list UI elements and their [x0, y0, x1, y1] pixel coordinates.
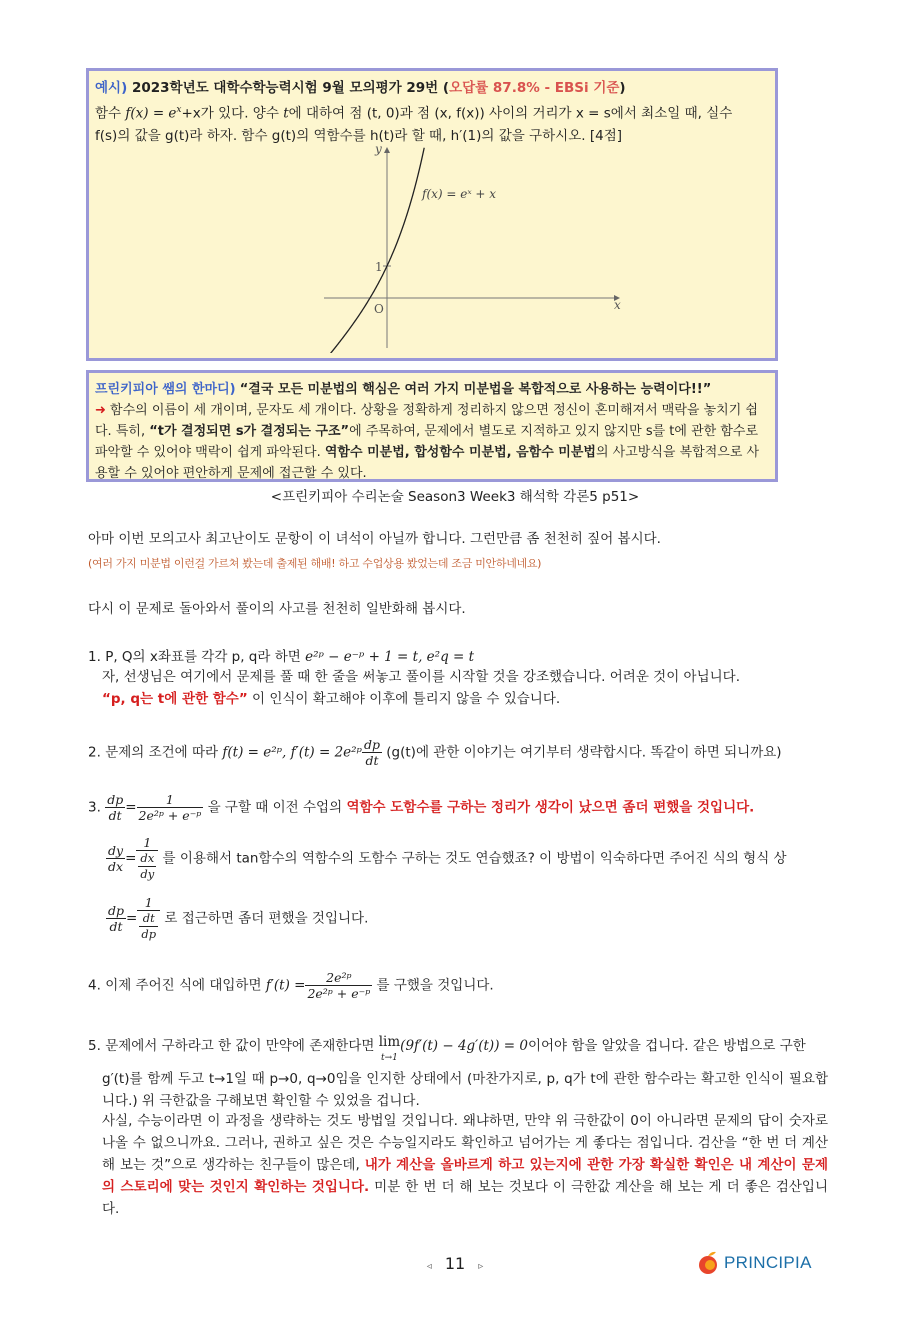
step3-lhs-den: dt	[108, 808, 122, 823]
step2-number: 2.	[88, 744, 101, 761]
step2-line	[88, 737, 828, 768]
step1-line	[88, 646, 828, 668]
example-meta-close: )	[619, 80, 626, 96]
step1-line2: 자, 선생님은 여기에서 문제를 풀 때 한 줄을 써놓고 풀이를 시작할 것을 강조했습니다. 어려운 것이 아닙니다.	[102, 669, 741, 685]
step3-dt: dt	[109, 919, 123, 934]
step3-number: 3.	[88, 799, 101, 816]
source-caption: <프린키피아 수리논술 Season3 Week3 해석학 각론5 p51>	[270, 489, 640, 505]
page-left-icon: ◃	[426, 1261, 432, 1272]
y-axis-label: y	[375, 143, 382, 156]
step2-fraction	[362, 737, 382, 768]
step5-para2-text: 사실, 수능이라면 이 과정을 생략하는 것도 방법일 것입니다. 왜냐하면, 만약 위 극한값이 0이 아니라면 문제의 답이 숫자로 나올 수 없으니까요. 그러나, 권하고 싶은 것은 수능일지라도 확인하고 넘어가는 게 좋다는 점입니다. 검산을 “한 번 더 계산해 보는 것”으로 생각하는 친구들이 많은데,	[102, 1113, 828, 1173]
comment-bold1: “t가 결정되면 s가 결정되는 구조”	[149, 424, 350, 439]
problem-text	[95, 99, 769, 125]
arrow-icon: ➜	[95, 403, 106, 418]
example-title: 2023학년도 대학수학능력시험 9월 모의평가 29번	[131, 80, 439, 96]
step2-frac-num: dp	[363, 737, 380, 752]
comment-bold2: 역함수 미분법, 합성함수 미분법, 음함수 미분법	[324, 445, 596, 460]
step4-note: 를 구했을 것입니다.	[376, 977, 494, 994]
step3-dydx	[106, 843, 125, 874]
principia-logo	[696, 1250, 812, 1276]
step5-line1	[88, 1035, 828, 1065]
logo-text: PRINCIPIA	[724, 1253, 812, 1272]
function-graph	[319, 143, 639, 353]
comment-header	[95, 379, 769, 400]
step3-inverse2	[137, 895, 160, 942]
step5-highlight: 내가 계산을 올바르게 하고 있는지에 관한 가장 확실한 확인은 내 계산이 문제의 스토리에 맞는 것인지 확인하는 것입니다.	[102, 1157, 828, 1195]
step4-number: 4.	[88, 977, 101, 994]
step3-lhs	[105, 792, 125, 823]
step4-frac-den: 2e²ᵖ + e⁻ᵖ	[307, 986, 371, 1001]
step3-rhs	[137, 792, 204, 823]
step5-para2-end: 미분 한 번 더 해 보는 것보다 이 극한값 계산을 해 보는 게 더 좋은 검산입니다.	[102, 1179, 828, 1217]
step3-highlight: 역함수 도함수를 구하는 정리가 생각이 났으면 좀더 편했을 것입니다.	[346, 799, 755, 816]
step5-number: 5.	[88, 1038, 101, 1054]
step3-inverse	[136, 835, 158, 882]
step2-text: 문제의 조건에 따라	[105, 744, 219, 761]
problem-text-a: 함수	[95, 105, 122, 122]
step4-frac-num: 2e²ᵖ	[305, 970, 372, 986]
step1-text: P, Q의 x좌표를 각각 p, q라 하면	[105, 649, 301, 665]
page-number-value: 11	[444, 1254, 466, 1273]
problem-t: t	[283, 105, 289, 122]
handwritten-note: (여러 가지 미분법 이런걸 가르쳐 봤는데 출제된 해배! 하고 수업상용 봤었는데 조금 미안하네네요)	[88, 557, 542, 570]
intro-line1: 아마 이번 모의고사 최고난이도 문항이 이 녀석이 아닐까 합니다. 그런만큼 좀 천천히 짚어 봅시다.	[88, 531, 661, 547]
step3-line2-text: 를 이용해서 tan함수의 역함수의 도함수 구하는 것도 연습했죠? 이 방법이 익숙하다면 주어진 식의 형식 상	[162, 850, 787, 867]
comment-quote: “결국 모든 미분법의 핵심은 여러 가지 미분법을 복합적으로 사용하는 능력이다!!”	[239, 382, 712, 397]
step1-number: 1.	[88, 649, 101, 665]
step3-inv2-num: 1	[137, 895, 160, 911]
step3-line3-text: 로 접근하면 좀더 편했을 것입니다.	[164, 910, 369, 927]
step2-eq2: f′(t) = 2e²ᵖ	[290, 744, 362, 761]
step1-highlight: “p, q는 t에 관한 함수”	[102, 691, 248, 707]
problem-text-c: 에 대하여 점 (t, 0)과 점 (x, f(x)) 사이의 거리가 x = s에서 최소일 때, 실수	[288, 105, 733, 122]
origin-label: O	[374, 302, 384, 316]
step5-text: 문제에서 구하라고 한 값이 만약에 존재한다면	[105, 1038, 375, 1054]
step3-inv-dx: dx	[140, 851, 155, 865]
step3-inv2-dp: dp	[141, 927, 157, 941]
step3-inv2-den	[137, 911, 160, 942]
step2-frac-den: dt	[365, 753, 379, 768]
example-box	[86, 68, 778, 361]
step4-fraction	[305, 970, 372, 1001]
step4-eq: f′(t) =	[265, 977, 306, 994]
step3-inv-den	[136, 851, 158, 882]
step3-rhs-num: 1	[137, 792, 204, 808]
step2-eq1: f(t) = e²ᵖ,	[222, 744, 287, 761]
apple-logo-icon	[696, 1250, 720, 1276]
step3-line2: $\frac{dy}{dx}$ = $\frac{1}{\frac{dx}{dy}}$ 를 이용해서 tan함수의 역함수의 도함수 구하는 것도 연습했죠? 이 방법이 익숙하다면 주어진 식의 형식 상	[108, 835, 787, 881]
example-label: 예시)	[95, 80, 128, 96]
step3-text: 을 구할 때 이전 수업의	[207, 799, 343, 816]
step5-lim: lim	[378, 1034, 401, 1050]
comment-box	[86, 370, 778, 482]
step4-text: 이제 주어진 식에 대입하면	[105, 977, 262, 994]
problem-text-line2: f(s)의 값을 g(t)라 하자. 함수 g(t)의 역함수를 h(t)라 할 때, h′(1)의 값을 구하시오. [4점]	[95, 127, 623, 144]
step2-note: (g(t)에 관한 이야기는 여기부터 생략합시다. 똑같이 하면 되니까요)	[386, 744, 782, 761]
step3-inv2-dt: dt	[139, 911, 158, 927]
step1-line3-text: 이 인식이 확고해야 이후에 틀리지 않을 수 있습니다.	[247, 691, 561, 707]
step3-line3: $\frac{dp}{dt}$ = $\frac{1}{\frac{dt}{dp}}$ 로 접근하면 좀더 편했을 것입니다.	[108, 895, 369, 941]
step3-line1: 3. $\frac{dp}{dt}$ = $\frac{1}{\text{2e²ᵖ + e⁻ᵖ}}$ 을 구할 때 이전 수업의 역함수 도함수를 구하는 정리가 생각이 났으면 좀더 편했을 것입니다.	[88, 792, 755, 823]
problem-text-b: +x가 있다. 양수	[181, 105, 279, 122]
example-meta: 오답률 87.8% - EBSi 기준	[449, 80, 620, 96]
example-meta-open: (	[442, 80, 450, 96]
step3-inv-num: 1	[136, 835, 158, 851]
step5-limit	[379, 1035, 400, 1065]
step1-line3	[102, 688, 828, 710]
comment-label: 프린키피아 쌤의 한마디)	[95, 382, 236, 397]
step3-dp: dp	[108, 903, 125, 918]
comment-p1: 함수의 이름이 세 개이며, 문자도 세 개이다. 상황을 정확하게 정리하지 않으면 정신이 혼미해져서 맥락을 놓치기 쉽다. 특히,	[95, 403, 758, 439]
page-right-icon: ▹	[478, 1261, 484, 1272]
step5-text-b: 이어야 함을 알았을 겁니다. 같은 방법으로 구한	[527, 1038, 806, 1054]
step3-dpdt	[106, 903, 126, 934]
step5-lim-expr: (9f′(t) − 4g′(t)) = 0	[400, 1038, 528, 1054]
step3-dx: dx	[108, 859, 124, 874]
step3-rhs-den: 2e²ᵖ + e⁻ᵖ	[138, 808, 202, 823]
intro-line2: 다시 이 문제로 돌아와서 풀이의 사고를 천천히 일반화해 봅시다.	[88, 601, 466, 617]
comment-body	[95, 400, 769, 484]
problem-fx-sup: x	[176, 105, 182, 115]
step4-line	[88, 970, 828, 1001]
step5-para1: g′(t)를 함께 두고 t→1일 때 p→0, q→0임을 인지한 상태에서 (마찬가지로, p, q가 t에 관한 함수라는 확고한 인식이 필요합니다.) 위 극한값을 구해보면 확인할 수 있었을 겁니다.	[102, 1071, 828, 1109]
step3-inv-dy: dy	[140, 867, 155, 881]
step3-dy: dy	[108, 843, 124, 858]
comment-p2: 에 주목하여, 문제에서 별도로 지적하고 있지 않지만 s를 t에 관한 함수로 파악할 수 있어야 맥락이 쉽게 파악된다.	[95, 424, 759, 460]
comment-p3: 의 사고방식을 복합적으로 사용할 수 있어야 편안하게 문제에 접근할 수 있다.	[95, 445, 760, 481]
curve-label: f(x) = eˣ + x	[422, 187, 497, 201]
tick-label-1: 1	[375, 260, 383, 274]
example-header	[95, 77, 769, 99]
x-axis-label: x	[614, 298, 621, 312]
problem-fx: f(x) = e	[125, 105, 177, 122]
step5-lim-sub: t→1	[381, 1053, 398, 1063]
step5-para2	[102, 1110, 828, 1220]
function-curve	[324, 148, 424, 353]
step1-equation: e²ᵖ − e⁻ᵖ + 1 = t, e²q = t	[305, 649, 475, 665]
step3-lhs-num: dp	[107, 792, 124, 807]
